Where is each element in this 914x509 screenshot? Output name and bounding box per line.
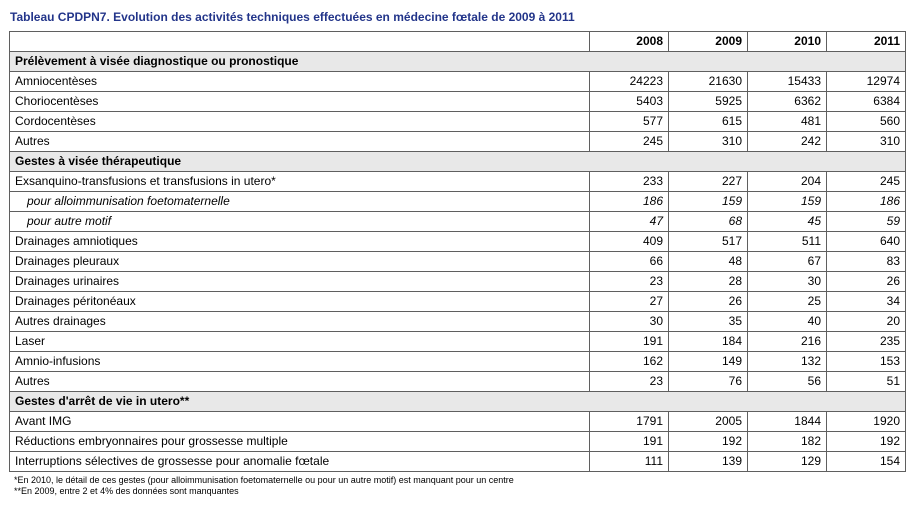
table-row	[10, 352, 906, 372]
table-row	[10, 112, 906, 132]
value-cell-2010: 511	[748, 232, 827, 252]
value-cell-2009: 139	[669, 452, 748, 472]
value-cell-2011: 26	[827, 272, 906, 292]
value-cell-2008: 24223	[590, 72, 669, 92]
value-cell-2010: 159	[748, 192, 827, 212]
value-cell-2008: 186	[590, 192, 669, 212]
table-row	[10, 312, 906, 332]
row-label: Réductions embryonnaires pour grossesse multiple	[10, 432, 590, 452]
section-label: Prélèvement à visée diagnostique ou pronostique	[10, 52, 906, 72]
row-label: Drainages amniotiques	[10, 232, 590, 252]
value-cell-2009: 35	[669, 312, 748, 332]
value-cell-2010: 1844	[748, 412, 827, 432]
data-table	[9, 31, 906, 472]
section-label: Gestes d'arrêt de vie in utero**	[10, 392, 906, 412]
row-label: pour alloimmunisation foetomaternelle	[10, 192, 590, 212]
value-cell-2011: 59	[827, 212, 906, 232]
value-cell-2011: 6384	[827, 92, 906, 112]
value-cell-2009: 2005	[669, 412, 748, 432]
value-cell-2010: 242	[748, 132, 827, 152]
value-cell-2009: 192	[669, 432, 748, 452]
row-label: Laser	[10, 332, 590, 352]
section-header-row	[10, 392, 906, 412]
table-subrow	[10, 192, 906, 212]
header-year-2009: 2009	[669, 32, 748, 52]
value-cell-2010: 132	[748, 352, 827, 372]
value-cell-2010: 15433	[748, 72, 827, 92]
header-year-2010: 2010	[748, 32, 827, 52]
value-cell-2010: 45	[748, 212, 827, 232]
value-cell-2008: 23	[590, 272, 669, 292]
row-label: Drainages péritonéaux	[10, 292, 590, 312]
value-cell-2009: 5925	[669, 92, 748, 112]
table-row	[10, 252, 906, 272]
value-cell-2011: 186	[827, 192, 906, 212]
value-cell-2011: 34	[827, 292, 906, 312]
value-cell-2009: 310	[669, 132, 748, 152]
value-cell-2008: 191	[590, 432, 669, 452]
value-cell-2011: 310	[827, 132, 906, 152]
value-cell-2011: 153	[827, 352, 906, 372]
value-cell-2011: 560	[827, 112, 906, 132]
value-cell-2010: 67	[748, 252, 827, 272]
header-label-cell	[10, 32, 590, 52]
row-label: Drainages pleuraux	[10, 252, 590, 272]
table-row	[10, 372, 906, 392]
value-cell-2011: 154	[827, 452, 906, 472]
footnotes	[14, 475, 514, 497]
value-cell-2008: 162	[590, 352, 669, 372]
value-cell-2008: 111	[590, 452, 669, 472]
value-cell-2010: 30	[748, 272, 827, 292]
table-row	[10, 332, 906, 352]
value-cell-2009: 517	[669, 232, 748, 252]
value-cell-2008: 577	[590, 112, 669, 132]
footnote-1: *En 2010, le détail de ces gestes (pour alloimmunisation foetomaternelle ou pour un autre motif) est manquant pour un centre	[14, 475, 514, 485]
table-row	[10, 132, 906, 152]
table-body	[10, 52, 906, 472]
value-cell-2008: 47	[590, 212, 669, 232]
row-label: Amnio-infusions	[10, 352, 590, 372]
table-row	[10, 172, 906, 192]
table-row	[10, 272, 906, 292]
section-label: Gestes à visée thérapeutique	[10, 152, 906, 172]
value-cell-2010: 56	[748, 372, 827, 392]
row-label: Autres	[10, 132, 590, 152]
value-cell-2011: 1920	[827, 412, 906, 432]
value-cell-2009: 26	[669, 292, 748, 312]
value-cell-2010: 129	[748, 452, 827, 472]
value-cell-2008: 191	[590, 332, 669, 352]
value-cell-2008: 30	[590, 312, 669, 332]
value-cell-2011: 245	[827, 172, 906, 192]
footnote-2: **En 2009, entre 2 et 4% des données sont manquantes	[14, 486, 239, 496]
table-row	[10, 412, 906, 432]
header-row	[10, 32, 906, 52]
value-cell-2009: 21630	[669, 72, 748, 92]
value-cell-2010: 40	[748, 312, 827, 332]
value-cell-2009: 48	[669, 252, 748, 272]
table-subrow	[10, 212, 906, 232]
value-cell-2010: 204	[748, 172, 827, 192]
value-cell-2011: 235	[827, 332, 906, 352]
row-label: Choriocentèses	[10, 92, 590, 112]
value-cell-2008: 233	[590, 172, 669, 192]
value-cell-2011: 20	[827, 312, 906, 332]
value-cell-2008: 23	[590, 372, 669, 392]
value-cell-2011: 192	[827, 432, 906, 452]
value-cell-2008: 245	[590, 132, 669, 152]
row-label: Exsanquino-transfusions et transfusions in utero*	[10, 172, 590, 192]
section-header-row	[10, 152, 906, 172]
value-cell-2009: 159	[669, 192, 748, 212]
section-header-row	[10, 52, 906, 72]
value-cell-2011: 640	[827, 232, 906, 252]
value-cell-2008: 27	[590, 292, 669, 312]
row-label: Autres	[10, 372, 590, 392]
value-cell-2009: 149	[669, 352, 748, 372]
row-label: Amniocentèses	[10, 72, 590, 92]
header-year-2011: 2011	[827, 32, 906, 52]
value-cell-2010: 6362	[748, 92, 827, 112]
row-label: Interruptions sélectives de grossesse pour anomalie fœtale	[10, 452, 590, 472]
value-cell-2010: 481	[748, 112, 827, 132]
table-row	[10, 432, 906, 452]
value-cell-2011: 83	[827, 252, 906, 272]
value-cell-2009: 184	[669, 332, 748, 352]
value-cell-2008: 409	[590, 232, 669, 252]
table-row	[10, 232, 906, 252]
value-cell-2008: 5403	[590, 92, 669, 112]
table-title: Tableau CPDPN7. Evolution des activités techniques effectuées en médecine fœtale de 2009 à 2011	[10, 10, 575, 24]
value-cell-2010: 216	[748, 332, 827, 352]
value-cell-2010: 182	[748, 432, 827, 452]
table-row	[10, 72, 906, 92]
value-cell-2008: 66	[590, 252, 669, 272]
value-cell-2008: 1791	[590, 412, 669, 432]
table-row	[10, 92, 906, 112]
row-label: Autres drainages	[10, 312, 590, 332]
row-label: Drainages urinaires	[10, 272, 590, 292]
header-year-2008: 2008	[590, 32, 669, 52]
value-cell-2011: 12974	[827, 72, 906, 92]
value-cell-2009: 28	[669, 272, 748, 292]
value-cell-2009: 227	[669, 172, 748, 192]
value-cell-2011: 51	[827, 372, 906, 392]
table-row	[10, 292, 906, 312]
row-label: Cordocentèses	[10, 112, 590, 132]
value-cell-2009: 615	[669, 112, 748, 132]
row-label: Avant IMG	[10, 412, 590, 432]
value-cell-2010: 25	[748, 292, 827, 312]
value-cell-2009: 76	[669, 372, 748, 392]
table-row	[10, 452, 906, 472]
value-cell-2009: 68	[669, 212, 748, 232]
row-label: pour autre motif	[10, 212, 590, 232]
